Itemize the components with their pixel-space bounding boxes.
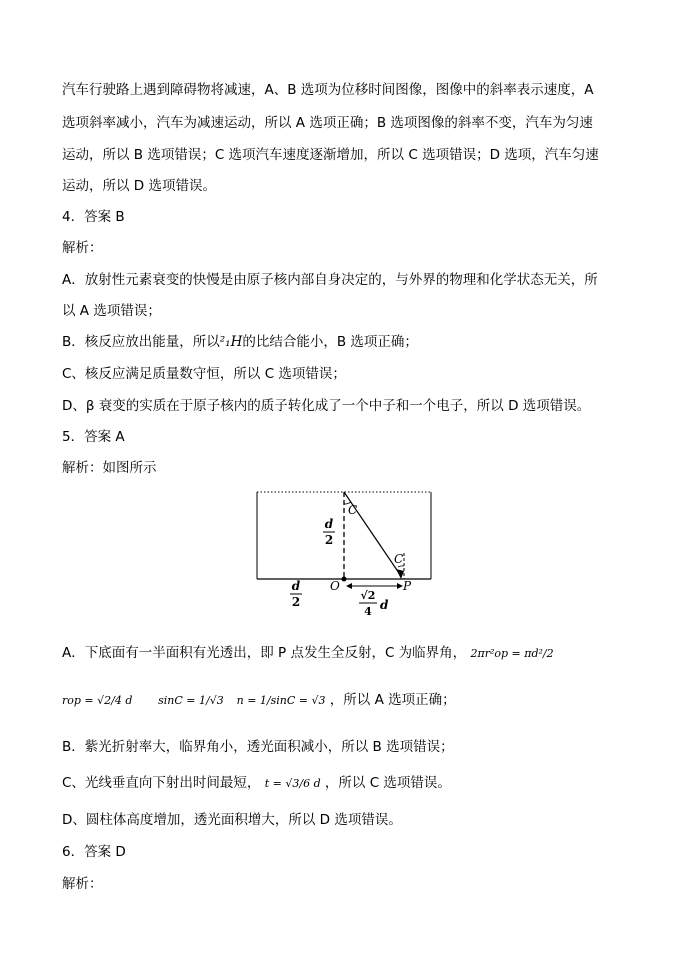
text-line-A5-a: A．下底面有一半面积有光透出，即 P 点发生全反射，C 为临界角， bbox=[62, 645, 467, 661]
sinC-formula: sinC = 1/√3 bbox=[158, 694, 224, 707]
text-line-2: 选项斜率减小，汽车为减速运动，所以 A 选项正确；B 选项图像的斜率不变，汽车为匀速 bbox=[62, 115, 593, 131]
answer-4-heading: 4．答案 B bbox=[62, 209, 125, 225]
label-O: O bbox=[330, 579, 340, 593]
answer-6-heading: 6．答案 D bbox=[62, 844, 126, 860]
dist-den: 4 bbox=[364, 605, 372, 618]
left-d-num: d bbox=[291, 579, 301, 593]
analysis-label-6: 解析： bbox=[62, 876, 103, 892]
left-d-den: 2 bbox=[291, 595, 301, 609]
distance-arrow-left bbox=[346, 583, 352, 589]
text-line-10: C、核反应满足质量数守恒，所以 C 选项错误； bbox=[62, 366, 346, 382]
text-line-D5: D、圆柱体高度增加，透光面积增大，所以 D 选项错误。 bbox=[62, 812, 402, 828]
text-line-3: 运动，所以 B 选项错误；C 选项汽车速度逐渐增加，所以 C 选项错误；D 选项，汽车匀速 bbox=[62, 147, 599, 163]
angle-label-top: C bbox=[348, 503, 358, 517]
area-formula: 2πr²op = πd²/2 bbox=[470, 647, 554, 660]
text-line-C5 bbox=[62, 773, 451, 794]
dist-num: √2 bbox=[360, 589, 376, 602]
text-line-A5 bbox=[62, 643, 554, 664]
analysis-label: 解析： bbox=[62, 240, 103, 256]
text-line-9-b: 的比结合能小，B 选项正确； bbox=[242, 334, 418, 350]
label-P: P bbox=[403, 579, 412, 593]
text-line-11: D、β 衰变的实质在于原子核内的质子转化成了一个中子和一个电子，所以 D 选项错误。 bbox=[62, 398, 591, 414]
text-line-formulas-b: ，所以 A 选项正确； bbox=[329, 692, 456, 708]
ray-arrow-head bbox=[396, 569, 404, 579]
answer-5-heading: 5．答案 A bbox=[62, 429, 125, 445]
angle-arc-right bbox=[398, 566, 404, 567]
text-line-9-a: B．核反应放出能量，所以 bbox=[62, 334, 220, 350]
text-line-formulas bbox=[62, 690, 456, 711]
text-line-1: 汽车行驶路上遇到障碍物将减速，A、B 选项为位移时间图像，图像中的斜率表示速度，A bbox=[62, 82, 594, 98]
text-line-4: 运动，所以 D 选项错误。 bbox=[62, 178, 216, 194]
dist-d: d bbox=[380, 598, 389, 612]
text-line-7: A．放射性元素衰变的快慢是由原子核内部自身决定的，与外界的物理和化学状态无关，所 bbox=[62, 272, 598, 288]
t-formula: t = √3/6 d bbox=[264, 777, 321, 790]
d-over-2-den: 2 bbox=[324, 533, 334, 547]
text-line-9 bbox=[62, 332, 418, 352]
angle-label-right: C bbox=[394, 552, 404, 566]
text-line-C5-b: ，所以 C 选项错误。 bbox=[324, 775, 451, 791]
r-op-formula: rop = √2/4 d bbox=[62, 694, 133, 707]
nuclide-formula: ²₁H bbox=[219, 334, 243, 350]
optics-figure bbox=[255, 480, 435, 620]
d-over-2-num: d bbox=[324, 517, 334, 531]
analysis-label-5: 解析：如图所示 bbox=[62, 460, 157, 476]
text-line-B5: B．紫光折射率大，临界角小，透光面积减小，所以 B 选项错误； bbox=[62, 739, 454, 755]
n-formula: n = 1/sinC = √3 bbox=[236, 694, 326, 707]
text-line-8: 以 A 选项错误； bbox=[62, 303, 161, 319]
text-line-C5-a: C、光线垂直向下射出时间最短， bbox=[62, 775, 261, 791]
point-O bbox=[342, 577, 347, 582]
